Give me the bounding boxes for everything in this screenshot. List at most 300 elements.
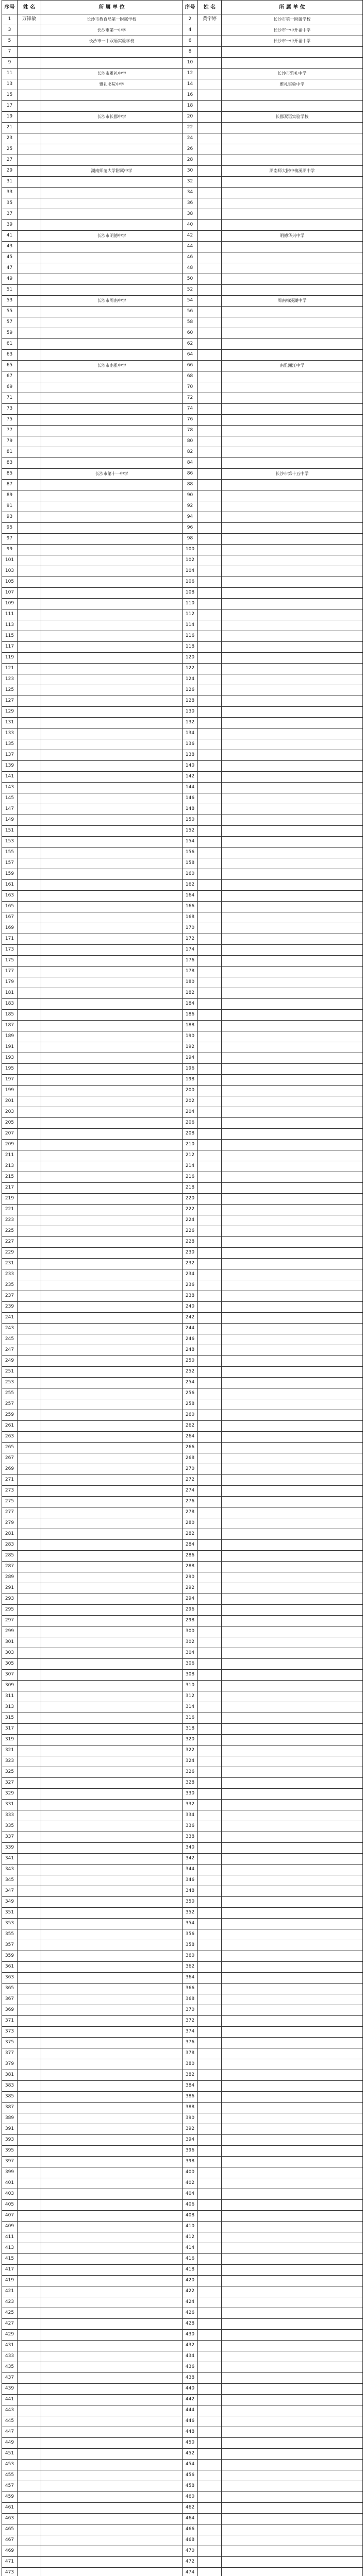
cell-unit xyxy=(41,1984,183,1994)
cell-unit xyxy=(222,2286,363,2297)
table-row xyxy=(2,902,363,912)
cell-unit xyxy=(41,1324,183,1334)
cell-unit xyxy=(41,1843,183,1854)
cell-name xyxy=(198,1291,222,1302)
cell-number: 295 xyxy=(2,1605,18,1616)
cell-name xyxy=(198,1962,222,1973)
cell-number: 358 xyxy=(183,1940,198,1951)
cell-name xyxy=(198,2341,222,2351)
cell-number: 97 xyxy=(2,534,18,545)
cell-name xyxy=(18,220,41,231)
table-row xyxy=(2,480,363,490)
cell-name xyxy=(18,848,41,858)
cell-unit xyxy=(222,2189,363,2200)
table-row xyxy=(2,1832,363,1843)
cell-number: 188 xyxy=(183,1021,198,1031)
cell-number: 362 xyxy=(183,1962,198,1973)
cell-name xyxy=(18,891,41,902)
cell-name xyxy=(18,2405,41,2416)
cell-name xyxy=(18,1280,41,1291)
cell-unit xyxy=(41,2038,183,2048)
cell-name xyxy=(198,1800,222,1810)
cell-unit xyxy=(41,1183,183,1194)
cell-number: 376 xyxy=(183,2038,198,2048)
cell-number: 260 xyxy=(183,1410,198,1421)
cell-unit xyxy=(41,2460,183,2470)
cell-name xyxy=(198,47,222,58)
cell-unit xyxy=(41,1388,183,1399)
cell-unit xyxy=(41,2048,183,2059)
cell-name xyxy=(198,1497,222,1507)
cell-number: 365 xyxy=(2,1984,18,1994)
cell-name xyxy=(18,1984,41,1994)
cell-number: 32 xyxy=(183,177,198,188)
cell-name xyxy=(18,1756,41,1767)
cell-name xyxy=(18,296,41,307)
cell-unit xyxy=(41,415,183,426)
cell-unit xyxy=(222,1464,363,1475)
cell-number: 324 xyxy=(183,1756,198,1767)
cell-unit xyxy=(41,1875,183,1886)
cell-number: 124 xyxy=(183,674,198,685)
cell-unit xyxy=(222,923,363,934)
cell-name xyxy=(18,242,41,252)
cell-unit xyxy=(41,934,183,945)
cell-number: 142 xyxy=(183,772,198,783)
cell-name xyxy=(198,1691,222,1702)
cell-number: 114 xyxy=(183,620,198,631)
cell-name xyxy=(18,826,41,837)
cell-number: 173 xyxy=(2,945,18,956)
cell-number: 193 xyxy=(2,1053,18,1064)
cell-number: 36 xyxy=(183,198,198,209)
cell-number: 48 xyxy=(183,263,198,274)
cell-unit xyxy=(222,1735,363,1745)
cell-number: 111 xyxy=(2,609,18,620)
cell-number: 247 xyxy=(2,1345,18,1356)
cell-number: 282 xyxy=(183,1529,198,1540)
cell-name xyxy=(198,1832,222,1843)
table-row xyxy=(2,1724,363,1735)
cell-unit xyxy=(41,664,183,674)
cell-name xyxy=(198,1161,222,1172)
cell-name xyxy=(18,880,41,891)
cell-name xyxy=(198,1302,222,1313)
cell-name xyxy=(198,2286,222,2297)
cell-unit xyxy=(222,1443,363,1453)
cell-number: 320 xyxy=(183,1735,198,1745)
cell-number: 256 xyxy=(183,1388,198,1399)
cell-name xyxy=(18,2416,41,2427)
cell-name xyxy=(198,1897,222,1908)
cell-number: 449 xyxy=(2,2438,18,2449)
cell-number: 374 xyxy=(183,2027,198,2038)
cell-name xyxy=(198,1464,222,1475)
cell-unit xyxy=(41,1378,183,1388)
cell-unit: 长沙市一中开福中学 xyxy=(222,36,363,47)
cell-name xyxy=(198,1356,222,1367)
cell-number: 2 xyxy=(183,14,198,25)
cell-number: 466 xyxy=(183,2524,198,2535)
cell-name xyxy=(198,599,222,609)
cell-unit xyxy=(41,1583,183,1594)
cell-name xyxy=(198,2384,222,2395)
cell-unit xyxy=(41,1940,183,1951)
cell-name xyxy=(18,945,41,956)
cell-unit xyxy=(41,1810,183,1821)
table-row xyxy=(2,2092,363,2103)
cell-number: 468 xyxy=(183,2535,198,2546)
cell-unit xyxy=(222,1616,363,1626)
cell-number: 8 xyxy=(183,47,198,58)
cell-number: 377 xyxy=(2,2048,18,2059)
cell-name xyxy=(18,664,41,674)
cell-number: 461 xyxy=(2,2503,18,2514)
cell-name xyxy=(18,177,41,188)
cell-number: 156 xyxy=(183,848,198,858)
cell-name xyxy=(198,1940,222,1951)
cell-unit xyxy=(222,934,363,945)
cell-unit xyxy=(41,1821,183,1832)
cell-number: 141 xyxy=(2,772,18,783)
cell-unit xyxy=(41,880,183,891)
cell-name xyxy=(198,2470,222,2481)
cell-name xyxy=(198,1724,222,1735)
cell-number: 78 xyxy=(183,426,198,436)
cell-unit xyxy=(222,1691,363,1702)
cell-name xyxy=(18,1540,41,1551)
table-row xyxy=(2,555,363,566)
cell-number: 378 xyxy=(183,2048,198,2059)
cell-unit xyxy=(222,772,363,783)
table-row xyxy=(2,1951,363,1962)
cell-name xyxy=(18,1810,41,1821)
cell-number: 122 xyxy=(183,664,198,674)
cell-number: 459 xyxy=(2,2492,18,2503)
table-row xyxy=(2,534,363,545)
cell-number: 62 xyxy=(183,339,198,350)
cell-unit xyxy=(222,1194,363,1205)
table-row xyxy=(2,1378,363,1388)
cell-number: 12 xyxy=(183,69,198,79)
cell-unit xyxy=(41,1962,183,1973)
cell-name xyxy=(198,1021,222,1031)
cell-number: 72 xyxy=(183,393,198,404)
cell-unit xyxy=(41,1529,183,1540)
cell-number: 28 xyxy=(183,155,198,166)
cell-unit xyxy=(222,685,363,696)
cell-name: 黄宇婷 xyxy=(198,14,222,25)
cell-number: 370 xyxy=(183,2005,198,2016)
cell-number: 56 xyxy=(183,307,198,317)
cell-unit xyxy=(41,1086,183,1096)
cell-unit xyxy=(41,2243,183,2254)
table-row xyxy=(2,869,363,880)
cell-name xyxy=(18,1432,41,1443)
cell-name xyxy=(198,858,222,869)
cell-name xyxy=(18,1237,41,1248)
table-row xyxy=(2,1464,363,1475)
cell-unit xyxy=(222,393,363,404)
cell-unit xyxy=(41,1356,183,1367)
cell-unit xyxy=(222,739,363,750)
cell-number: 430 xyxy=(183,2330,198,2341)
cell-name xyxy=(18,2232,41,2243)
cell-name xyxy=(18,2308,41,2319)
cell-number: 171 xyxy=(2,934,18,945)
cell-name xyxy=(18,1161,41,1172)
table-row xyxy=(2,1626,363,1637)
table-row xyxy=(2,469,363,480)
cell-unit xyxy=(222,2524,363,2535)
cell-unit xyxy=(41,1605,183,1616)
cell-unit xyxy=(222,2514,363,2524)
cell-unit xyxy=(222,2492,363,2503)
cell-number: 245 xyxy=(2,1334,18,1345)
cell-name xyxy=(18,1291,41,1302)
cell-number: 284 xyxy=(183,1540,198,1551)
cell-unit xyxy=(41,815,183,826)
cell-number: 33 xyxy=(2,188,18,198)
cell-name xyxy=(18,252,41,263)
table-row xyxy=(2,1280,363,1291)
cell-name xyxy=(198,934,222,945)
cell-unit xyxy=(41,242,183,252)
cell-number: 343 xyxy=(2,1865,18,1875)
cell-unit xyxy=(222,328,363,339)
cell-number: 211 xyxy=(2,1150,18,1161)
cell-unit xyxy=(222,793,363,804)
cell-unit xyxy=(222,891,363,902)
cell-unit xyxy=(222,490,363,501)
cell-unit xyxy=(41,1659,183,1670)
table-row xyxy=(2,58,363,69)
cell-unit xyxy=(222,1670,363,1681)
cell-name xyxy=(18,1637,41,1648)
table-row xyxy=(2,848,363,858)
table-row xyxy=(2,1908,363,1919)
cell-number: 344 xyxy=(183,1865,198,1875)
cell-unit xyxy=(222,2308,363,2319)
cell-name xyxy=(198,609,222,620)
cell-unit xyxy=(222,1367,363,1378)
cell-name xyxy=(18,1789,41,1800)
cell-name xyxy=(18,718,41,728)
cell-name xyxy=(18,263,41,274)
cell-number: 96 xyxy=(183,523,198,534)
cell-number: 319 xyxy=(2,1735,18,1745)
cell-name xyxy=(198,707,222,718)
cell-name xyxy=(198,1324,222,1334)
cell-name xyxy=(198,166,222,177)
cell-number: 312 xyxy=(183,1691,198,1702)
table-row xyxy=(2,815,363,826)
cell-unit xyxy=(41,1745,183,1756)
cell-number: 281 xyxy=(2,1529,18,1540)
table-body xyxy=(2,14,363,2576)
cell-unit xyxy=(222,2405,363,2416)
table-row xyxy=(2,1865,363,1875)
cell-unit xyxy=(222,1118,363,1129)
cell-name xyxy=(18,123,41,133)
cell-unit xyxy=(41,2427,183,2438)
cell-unit xyxy=(41,2449,183,2460)
cell-number: 74 xyxy=(183,404,198,415)
cell-number: 460 xyxy=(183,2492,198,2503)
cell-name xyxy=(198,1843,222,1854)
cell-number: 311 xyxy=(2,1691,18,1702)
cell-unit xyxy=(41,2351,183,2362)
table-row xyxy=(2,123,363,133)
cell-unit xyxy=(41,1800,183,1810)
cell-number: 207 xyxy=(2,1129,18,1140)
cell-unit xyxy=(41,58,183,69)
cell-number: 92 xyxy=(183,501,198,512)
table-row xyxy=(2,988,363,999)
cell-unit xyxy=(41,1248,183,1259)
cell-unit xyxy=(222,2092,363,2103)
cell-name xyxy=(198,2557,222,2568)
cell-name xyxy=(18,1475,41,1486)
cell-name xyxy=(18,1205,41,1215)
cell-name xyxy=(198,512,222,523)
cell-number: 339 xyxy=(2,1843,18,1854)
cell-unit xyxy=(222,2200,363,2211)
cell-unit xyxy=(222,101,363,112)
cell-unit xyxy=(222,1259,363,1269)
cell-number: 261 xyxy=(2,1421,18,1432)
cell-number: 17 xyxy=(2,101,18,112)
cell-number: 467 xyxy=(2,2535,18,2546)
cell-unit xyxy=(41,1443,183,1453)
cell-number: 352 xyxy=(183,1908,198,1919)
cell-name xyxy=(18,1378,41,1388)
cell-number: 210 xyxy=(183,1140,198,1150)
cell-name xyxy=(18,1670,41,1681)
table-row xyxy=(2,1421,363,1432)
cell-name xyxy=(18,1778,41,1789)
cell-number: 346 xyxy=(183,1875,198,1886)
cell-name xyxy=(198,1648,222,1659)
table-row xyxy=(2,1399,363,1410)
cell-unit xyxy=(222,2167,363,2178)
cell-name xyxy=(198,112,222,123)
table-row xyxy=(2,2557,363,2568)
cell-unit xyxy=(222,1800,363,1810)
cell-name xyxy=(198,361,222,371)
cell-unit xyxy=(41,2200,183,2211)
table-row xyxy=(2,177,363,188)
cell-unit: 周南梅溪湖中学 xyxy=(222,296,363,307)
cell-name xyxy=(198,2005,222,2016)
table-row xyxy=(2,1745,363,1756)
cell-name xyxy=(18,1929,41,1940)
cell-unit xyxy=(222,1637,363,1648)
cell-number: 77 xyxy=(2,426,18,436)
table-row xyxy=(2,1161,363,1172)
cell-unit xyxy=(222,869,363,880)
cell-name xyxy=(18,1313,41,1324)
cell-name xyxy=(18,285,41,296)
cell-unit xyxy=(41,350,183,361)
cell-number: 375 xyxy=(2,2038,18,2048)
cell-name xyxy=(198,317,222,328)
cell-unit: 南雅湘江中学 xyxy=(222,361,363,371)
cell-unit xyxy=(222,512,363,523)
table-row xyxy=(2,1432,363,1443)
cell-number: 417 xyxy=(2,2265,18,2276)
cell-number: 336 xyxy=(183,1821,198,1832)
cell-name xyxy=(18,2514,41,2524)
table-row xyxy=(2,490,363,501)
cell-name xyxy=(18,858,41,869)
cell-number: 164 xyxy=(183,891,198,902)
table-row xyxy=(2,1237,363,1248)
cell-number: 425 xyxy=(2,2308,18,2319)
cell-name xyxy=(198,285,222,296)
cell-unit xyxy=(222,1421,363,1432)
cell-number: 450 xyxy=(183,2438,198,2449)
cell-number: 283 xyxy=(2,1540,18,1551)
table-row xyxy=(2,1789,363,1800)
cell-number: 44 xyxy=(183,242,198,252)
cell-unit xyxy=(41,371,183,382)
cell-name xyxy=(198,1475,222,1486)
cell-name xyxy=(198,2189,222,2200)
table-row xyxy=(2,79,363,90)
cell-name xyxy=(18,2470,41,2481)
table-row xyxy=(2,2481,363,2492)
cell-unit xyxy=(41,1670,183,1681)
cell-number: 238 xyxy=(183,1291,198,1302)
cell-number: 166 xyxy=(183,902,198,912)
table-row xyxy=(2,739,363,750)
table-row xyxy=(2,2005,363,2016)
cell-number: 154 xyxy=(183,837,198,848)
cell-unit xyxy=(41,534,183,545)
cell-number: 84 xyxy=(183,458,198,469)
cell-number: 123 xyxy=(2,674,18,685)
cell-name xyxy=(18,620,41,631)
cell-number: 270 xyxy=(183,1464,198,1475)
cell-unit xyxy=(222,1865,363,1875)
cell-unit xyxy=(222,90,363,101)
cell-name xyxy=(18,69,41,79)
cell-number: 144 xyxy=(183,783,198,793)
cell-unit xyxy=(222,999,363,1010)
cell-number: 63 xyxy=(2,350,18,361)
cell-unit xyxy=(41,1161,183,1172)
cell-unit xyxy=(222,2135,363,2146)
table-row xyxy=(2,1648,363,1659)
cell-unit xyxy=(41,912,183,923)
cell-unit xyxy=(222,1378,363,1388)
cell-unit xyxy=(41,545,183,555)
cell-unit xyxy=(222,1897,363,1908)
cell-name xyxy=(18,772,41,783)
table-row xyxy=(2,1984,363,1994)
cell-unit xyxy=(222,902,363,912)
table-row xyxy=(2,761,363,772)
table-row xyxy=(2,1486,363,1497)
cell-unit xyxy=(222,1399,363,1410)
cell-unit xyxy=(222,718,363,728)
cell-name xyxy=(18,512,41,523)
cell-number: 286 xyxy=(183,1551,198,1562)
cell-name xyxy=(18,447,41,458)
cell-name xyxy=(18,198,41,209)
cell-name xyxy=(198,2503,222,2514)
